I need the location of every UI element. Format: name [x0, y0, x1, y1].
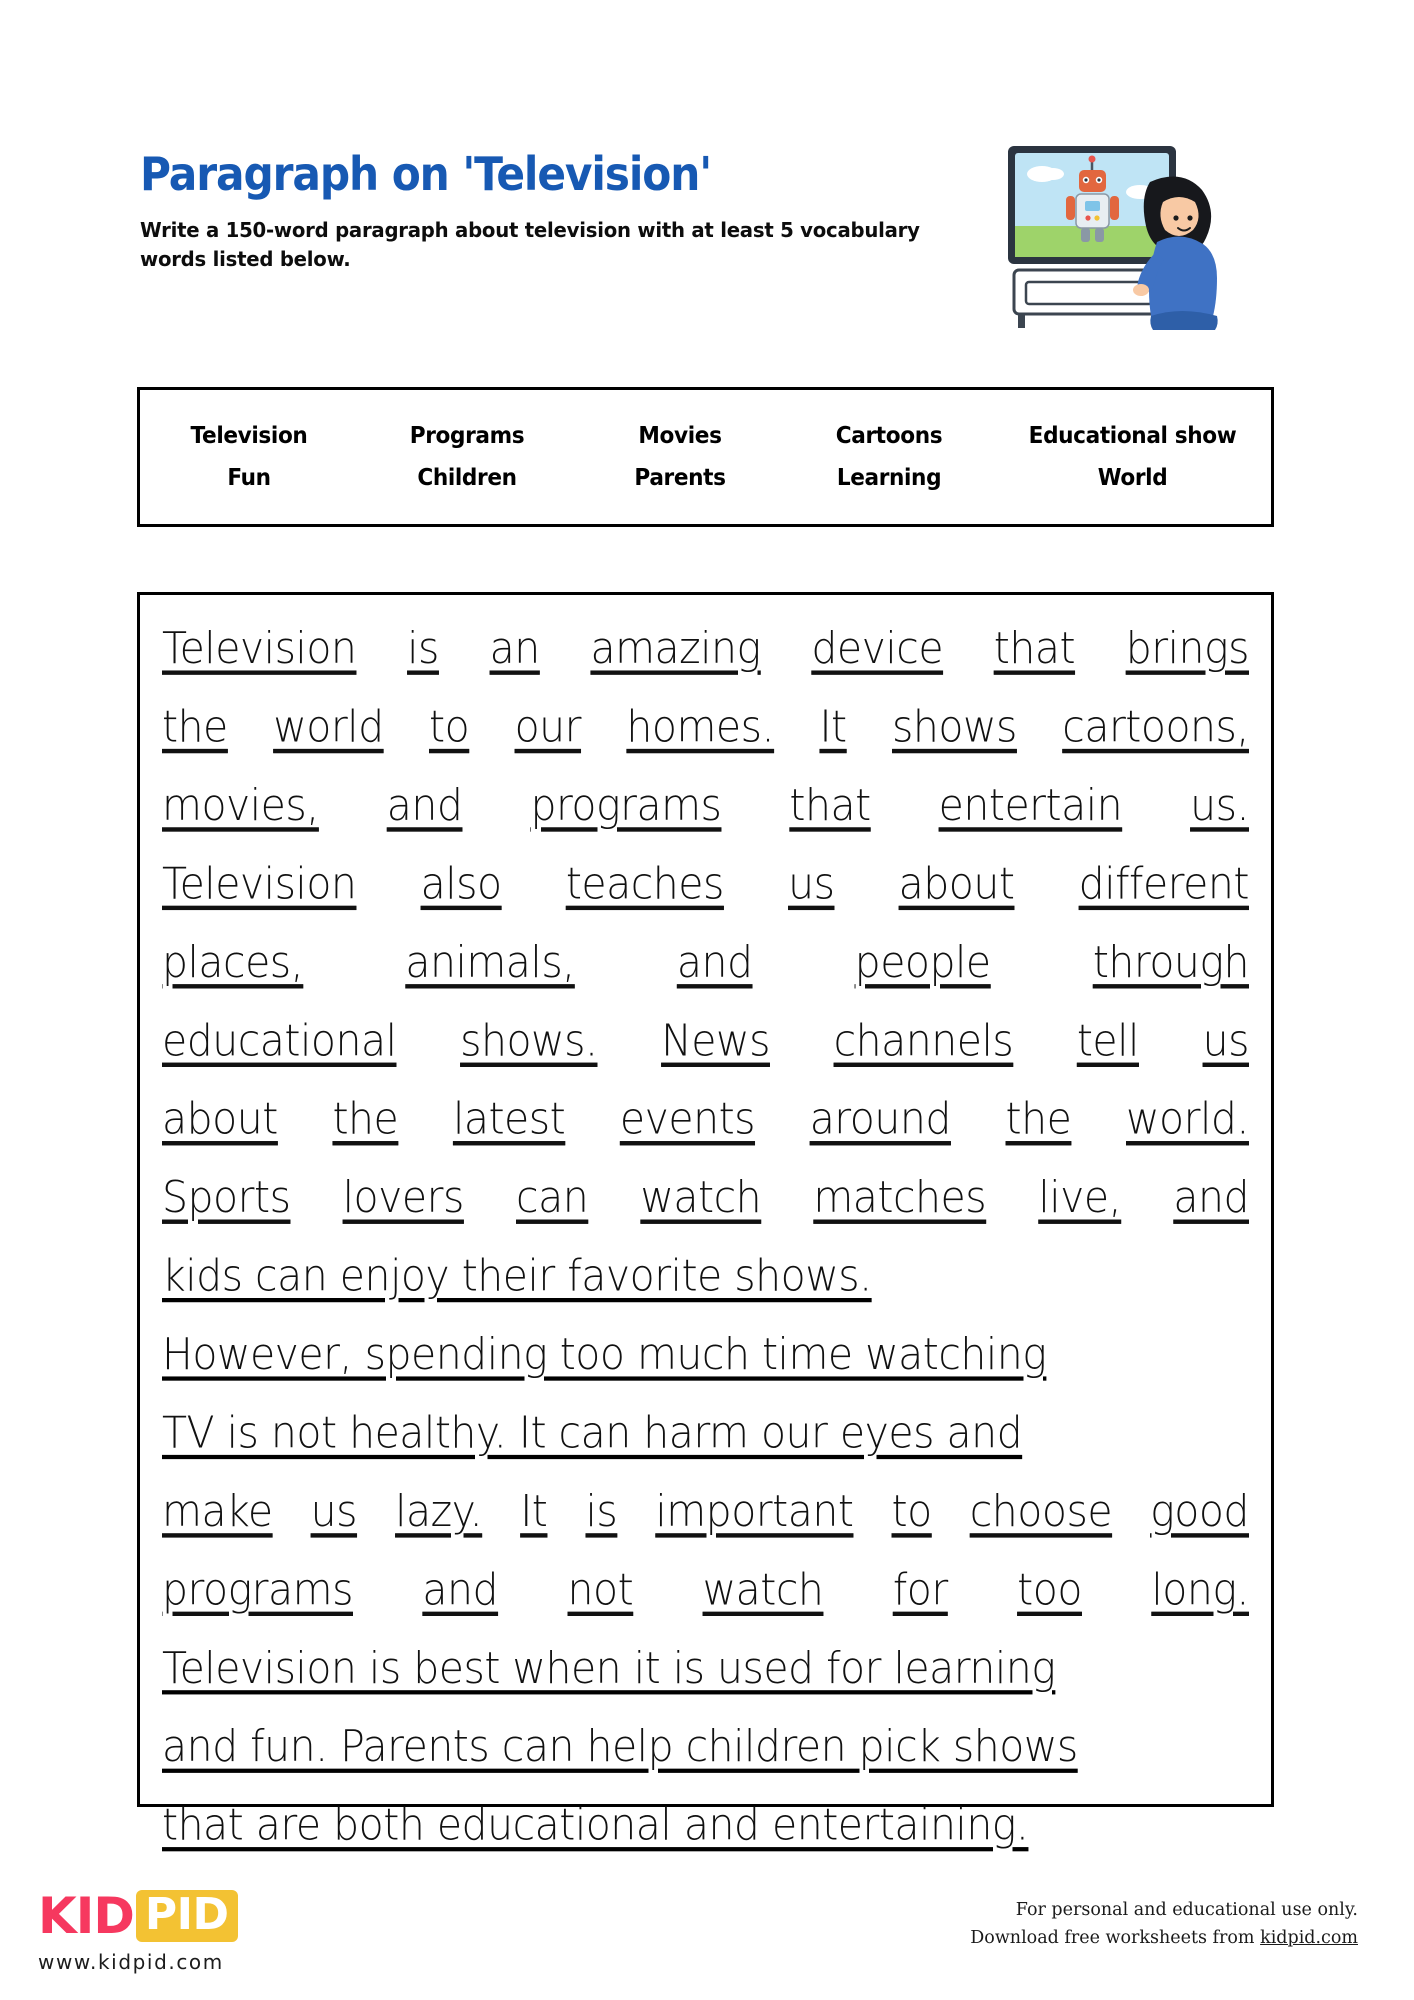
kidpid-logo-mark [38, 1888, 298, 1944]
answer-word: shows [892, 701, 1017, 753]
answer-word: our [514, 701, 582, 753]
paragraph-answer-box[interactable] [137, 592, 1274, 1851]
answer-word: to [429, 701, 470, 753]
answer-word: different [1078, 858, 1249, 909]
footer-website-url[interactable]: www.kidpid.com [38, 1950, 224, 1974]
answer-word: the [162, 701, 228, 753]
answer-line: However, spending too much time watching [162, 1328, 1047, 1380]
answer-word: It [819, 701, 847, 753]
answer-word: long. [1151, 1564, 1249, 1615]
answer-word: educational [162, 1014, 397, 1066]
answer-line [162, 609, 1249, 687]
answer-word: us [788, 858, 835, 909]
answer-word: programs [530, 779, 722, 831]
answer-line [162, 844, 1249, 922]
answer-line: kids can enjoy their favorite shows. [162, 1250, 872, 1302]
answer-word: tell [1076, 1014, 1139, 1066]
answer-line [162, 923, 1249, 1001]
answer-word: can [516, 1171, 589, 1223]
answer-word: live, [1038, 1171, 1122, 1223]
answer-line: that are both educational and entertaining. [162, 1799, 1029, 1851]
answer-word: that [993, 622, 1076, 674]
answer-word: programs [162, 1564, 353, 1615]
answer-word: teaches [565, 858, 724, 909]
answer-word: and [1173, 1171, 1249, 1223]
footer-note-prefix: Download free worksheets from [970, 1928, 1261, 1949]
tv-illustration-svg [1000, 130, 1240, 340]
answer-word: and [386, 779, 463, 831]
answer-word: not [567, 1564, 634, 1615]
kidpid-logo[interactable] [38, 1888, 298, 1974]
answer-word: also [420, 858, 502, 909]
answer-word: brings [1125, 622, 1249, 674]
paragraph-answer-text [162, 609, 1249, 1864]
logo-pid-badge [136, 1890, 238, 1942]
answer-word: shows. [460, 1014, 598, 1066]
answer-line [162, 1550, 1249, 1628]
answer-word: Television [162, 858, 357, 909]
vocab-word-programs: Programs [409, 423, 525, 449]
answer-word: that [789, 779, 871, 831]
answer-word: It [520, 1485, 548, 1537]
footer-kidpid-link[interactable]: kidpid.com [1260, 1928, 1358, 1949]
answer-line: Television is best when it is used for learning [162, 1642, 1056, 1694]
answer-word: channels [833, 1014, 1014, 1066]
vocab-word-television: Television [190, 423, 308, 449]
vocab-word-educational-show: Educational show [1028, 423, 1237, 449]
answer-line [162, 766, 1249, 844]
answer-word: places, [162, 936, 304, 988]
footer-note-line-2 [970, 1924, 1358, 1952]
answer-word: for [892, 1564, 948, 1615]
answer-word: through [1092, 936, 1249, 988]
answer-word: us [1202, 1014, 1249, 1066]
worksheet-header [140, 147, 1020, 275]
answer-word: is [407, 622, 439, 674]
answer-word: about [898, 858, 1015, 909]
vocab-word-parents: Parents [634, 465, 726, 491]
answer-word: Television [162, 622, 357, 674]
answer-word: world. [1126, 1093, 1249, 1145]
page-title: Paragraph on 'Television' [140, 147, 712, 201]
answer-word: world [273, 701, 384, 753]
vocabulary-word-bank [137, 387, 1274, 527]
answer-word: too [1017, 1564, 1082, 1615]
vocab-word-cartoons: Cartoons [835, 423, 943, 449]
answer-word: people [854, 936, 991, 988]
answer-word: us. [1190, 779, 1249, 831]
vocabulary-row-1 [140, 423, 1271, 449]
answer-line: TV is not healthy. It can harm our eyes and [162, 1407, 1023, 1459]
answer-word: watch [640, 1171, 762, 1223]
answer-word: watch [702, 1564, 824, 1615]
answer-word: is [585, 1485, 618, 1537]
answer-word: around [809, 1093, 951, 1145]
answer-word: us [310, 1485, 358, 1537]
answer-word: make [162, 1485, 273, 1537]
answer-word: homes. [626, 701, 775, 753]
vocab-word-learning: Learning [836, 465, 942, 491]
answer-word: and [676, 936, 753, 988]
logo-pid-text: PID [144, 1889, 229, 1940]
answer-word: important [655, 1485, 854, 1537]
vocab-word-movies: Movies [638, 423, 722, 449]
answer-word: News [661, 1014, 770, 1066]
answer-word: the [1005, 1093, 1072, 1145]
answer-word: cartoons, [1062, 701, 1249, 753]
answer-word: lovers [342, 1171, 464, 1223]
answer-word: movies, [162, 779, 319, 831]
vocab-word-fun: Fun [227, 465, 271, 491]
answer-word: matches [813, 1171, 987, 1223]
answer-word: good [1150, 1485, 1249, 1537]
footer-note-line-1: For personal and educational use only. [1015, 1900, 1358, 1920]
answer-word: device [811, 622, 944, 674]
answer-word: lazy. [395, 1485, 483, 1537]
answer-line [162, 1080, 1249, 1158]
answer-word: events [619, 1093, 756, 1145]
answer-word: an [489, 622, 540, 674]
answer-line [162, 1001, 1249, 1079]
answer-word: the [332, 1093, 399, 1145]
answer-word: amazing [590, 622, 761, 674]
answer-line [162, 687, 1249, 765]
vocab-word-children: Children [417, 465, 517, 491]
answer-word: Sports [162, 1171, 291, 1223]
worksheet-instructions: Write a 150-word paragraph about television with at least 5 vocabulary words listed below. [140, 218, 920, 272]
answer-word: to [891, 1485, 932, 1537]
logo-kid-text: KID [38, 1887, 134, 1945]
boy-watching-tv-illustration [1000, 130, 1240, 340]
answer-word: entertain [938, 779, 1123, 831]
vocab-word-world: World [1097, 465, 1168, 491]
answer-word: and [422, 1564, 499, 1615]
answer-line: and fun. Parents can help children pick shows [162, 1720, 1078, 1772]
answer-word: about [162, 1093, 278, 1145]
answer-word: latest [452, 1093, 566, 1145]
answer-word: animals, [405, 936, 575, 988]
answer-line [162, 1158, 1249, 1236]
vocabulary-row-2 [140, 465, 1271, 491]
answer-line [162, 1472, 1249, 1550]
answer-word: choose [969, 1485, 1113, 1537]
footer-usage-note [970, 1896, 1358, 1953]
